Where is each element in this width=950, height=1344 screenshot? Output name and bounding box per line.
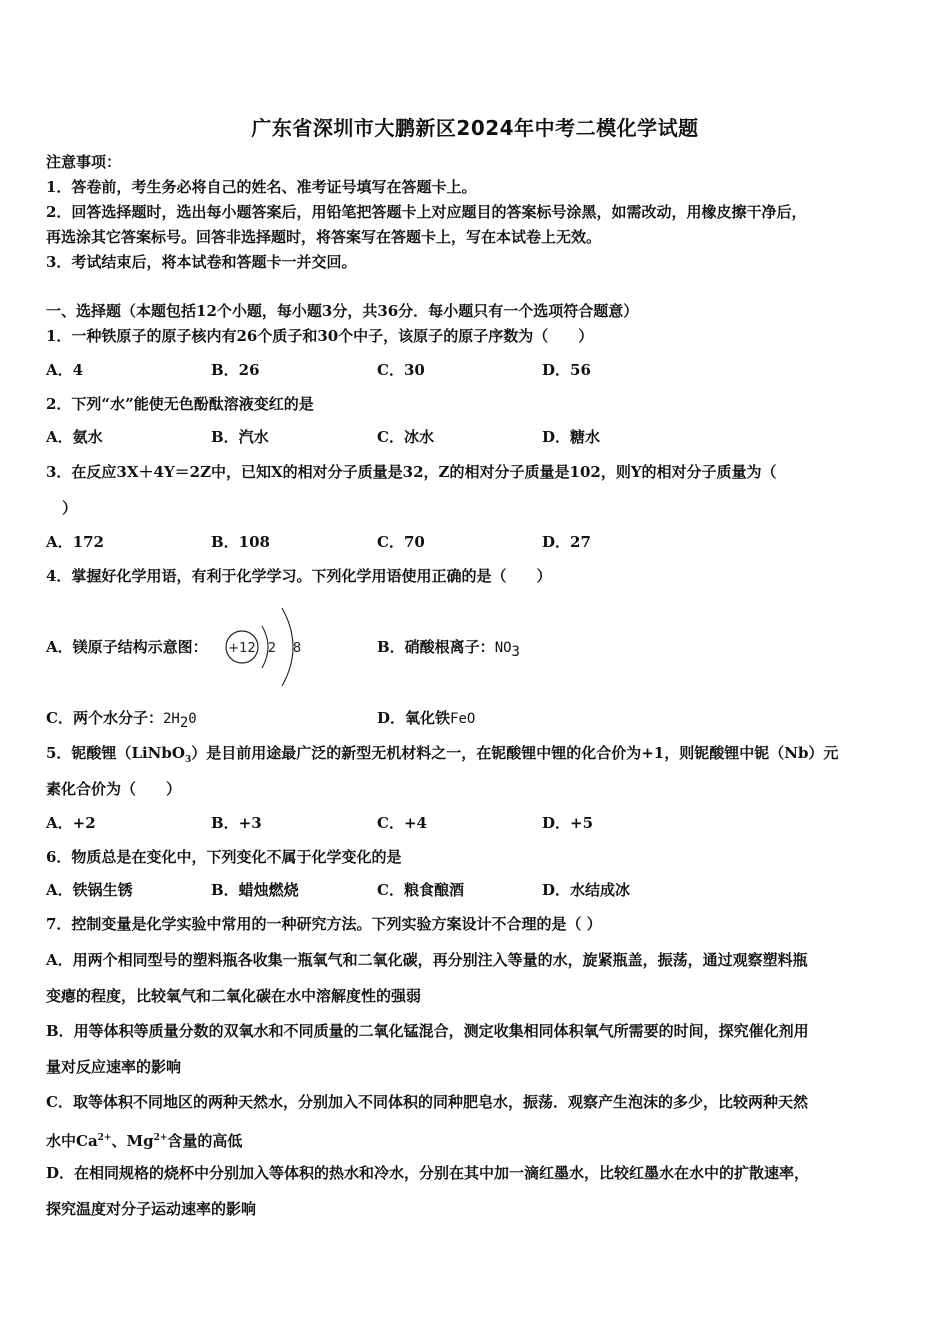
section-heading: 一、选择题（本题包括12个小题，每小题3分，共36分．每小题只有一个选项符合题意） <box>46 302 639 320</box>
q7-c2-c: 含量的高低 <box>167 1132 243 1150</box>
q7-option-d-line-2: 探究温度对分子运动速率的影响 <box>46 1200 257 1218</box>
q7-c2-b: 、Mg <box>111 1132 154 1150</box>
q4-option-d-label: D．氧化铁 <box>377 709 451 727</box>
q5-stem-b: ）是目前用途最广泛的新型无机材料之一，在铌酸锂中锂的化合价为+1，则铌酸锂中铌（Nb）元 <box>191 744 839 762</box>
q5-option-d: D．+5 <box>542 814 594 832</box>
q2-option-d: D．糖水 <box>542 428 601 446</box>
water-subscript: 2 <box>179 715 189 731</box>
q2-option-a: A．氨水 <box>46 428 103 446</box>
q7-option-d-line-1: D．在相同规格的烧杯中分别加入等体积的热水和冷水，分别在其中加一滴红墨水，比较红墨水在水中的扩散速率， <box>46 1164 810 1182</box>
magnesium-atom-diagram <box>222 604 312 690</box>
q7-option-a-line-2: 变瘪的程度，比较氧气和二氧化碳在水中溶解度性的强弱 <box>46 987 422 1005</box>
q4-stem: 4．掌握好化学用语，有利于化学学习。下列化学用语使用正确的是（ ） <box>46 567 552 585</box>
q1-option-c: C．30 <box>377 361 425 379</box>
q4-option-d <box>377 708 475 729</box>
notice-heading: 注意事项： <box>46 153 122 171</box>
q6-option-d: D．水结成冰 <box>542 881 631 899</box>
nucleus-charge: +12 <box>228 641 256 656</box>
q4-option-c <box>46 708 197 733</box>
q5-option-a: A．+2 <box>46 814 96 832</box>
q3-stem-close: ） <box>62 499 78 517</box>
notice-line-2a: 2．回答选择题时，选出每小题答案后，用铅笔把答题卡上对应题目的答案标号涂黑，如需改动，用橡皮擦干净后， <box>46 203 807 221</box>
q7-option-b-line-2: 量对反应速率的影响 <box>46 1058 182 1076</box>
notice-line-2b: 再选涂其它答案标号。回答非选择题时，将答案写在答题卡上，写在本试卷上无效。 <box>46 228 602 246</box>
shell-arc-2 <box>282 608 293 686</box>
page-title: 广东省深圳市大鹏新区2024年中考二模化学试题 <box>251 116 699 140</box>
q7-option-b-line-1: B．用等体积等质量分数的双氧水和不同质量的二氧化锰混合，测定收集相同体积氧气所需要的时间，探究催化剂用 <box>46 1022 809 1040</box>
q5-option-c: C．+4 <box>377 814 427 832</box>
q7-c2-sup2: 2+ <box>153 1133 168 1143</box>
water-formula: 2H <box>162 711 180 727</box>
q4-option-b <box>377 637 520 662</box>
q7-option-c-line-1: C．取等体积不同地区的两种天然水，分别加入不同体积的同种肥皂水，振荡．观察产生泡沫的多少，比较两种天然 <box>46 1093 808 1111</box>
q3-option-c: C．70 <box>377 533 425 551</box>
q4-option-c-label: C．两个水分子： <box>46 709 163 727</box>
q6-option-c: C．粮食酿酒 <box>377 881 464 899</box>
water-formula-tail: 0 <box>188 711 197 727</box>
q5-stem-sub: 3 <box>184 755 192 765</box>
q7-option-c-line-2 <box>46 1128 242 1151</box>
shell-1-electrons: 2 <box>267 641 277 656</box>
nitrate-formula: NO <box>494 640 512 656</box>
iron-oxide-formula: FeO <box>450 711 476 727</box>
q1-option-b: B．26 <box>211 361 260 379</box>
q7-c2-a: 水中Ca <box>46 1132 98 1150</box>
q1-stem: 1．一种铁原子的原子核内有26个质子和30个中子，该原子的原子序数为（ ） <box>46 327 594 345</box>
q7-stem: 7．控制变量是化学实验中常用的一种研究方法。下列实验方案设计不合理的是（ ） <box>46 915 602 933</box>
notice-line-3: 3．考试结束后，将本试卷和答题卡一并交回。 <box>46 253 357 271</box>
q6-option-b: B．蜡烛燃烧 <box>211 881 299 899</box>
q6-stem: 6．物质总是在变化中，下列变化不属于化学变化的是 <box>46 848 402 866</box>
q3-option-b: B．108 <box>211 533 270 551</box>
q5-stem <box>46 743 838 770</box>
q5-stem-a: 5．铌酸锂（LiNbO <box>46 744 185 762</box>
notice-line-1: 1．答卷前，考生务必将自己的姓名、准考证号填写在答题卡上。 <box>46 178 477 196</box>
shell-2-electrons: 8 <box>292 641 302 656</box>
q2-option-c: C．冰水 <box>377 428 434 446</box>
q2-stem: 2．下列“水”能使无色酚酞溶液变红的是 <box>46 395 314 413</box>
q7-option-a-line-1: A．用两个相同型号的塑料瓶各收集一瓶氧气和二氧化碳，再分别注入等量的水，旋紧瓶盖，振荡，通过观察塑料瓶 <box>46 951 808 969</box>
q2-option-b: B．汽水 <box>211 428 269 446</box>
q1-option-d: D．56 <box>542 361 591 379</box>
q5-option-b: B．+3 <box>211 814 262 832</box>
q1-option-a: A．4 <box>46 361 84 379</box>
nitrate-subscript: 3 <box>511 644 520 660</box>
q3-option-d: D．27 <box>542 533 591 551</box>
q3-stem: 3．在反应3X＋4Y＝2Z中，已知X的相对分子质量是32，Z的相对分子质量是102，则Y的相对分子质量为（ <box>46 463 777 481</box>
q4-option-a: A．镁原子结构示意图： <box>46 638 208 656</box>
q5-stem-line-2: 素化合价为（ ） <box>46 780 182 798</box>
q3-option-a: A．172 <box>46 533 104 551</box>
q4-option-b-label: B．硝酸根离子： <box>377 638 495 656</box>
q7-c2-sup1: 2+ <box>97 1133 112 1143</box>
q6-option-a: A．铁锅生锈 <box>46 881 133 899</box>
